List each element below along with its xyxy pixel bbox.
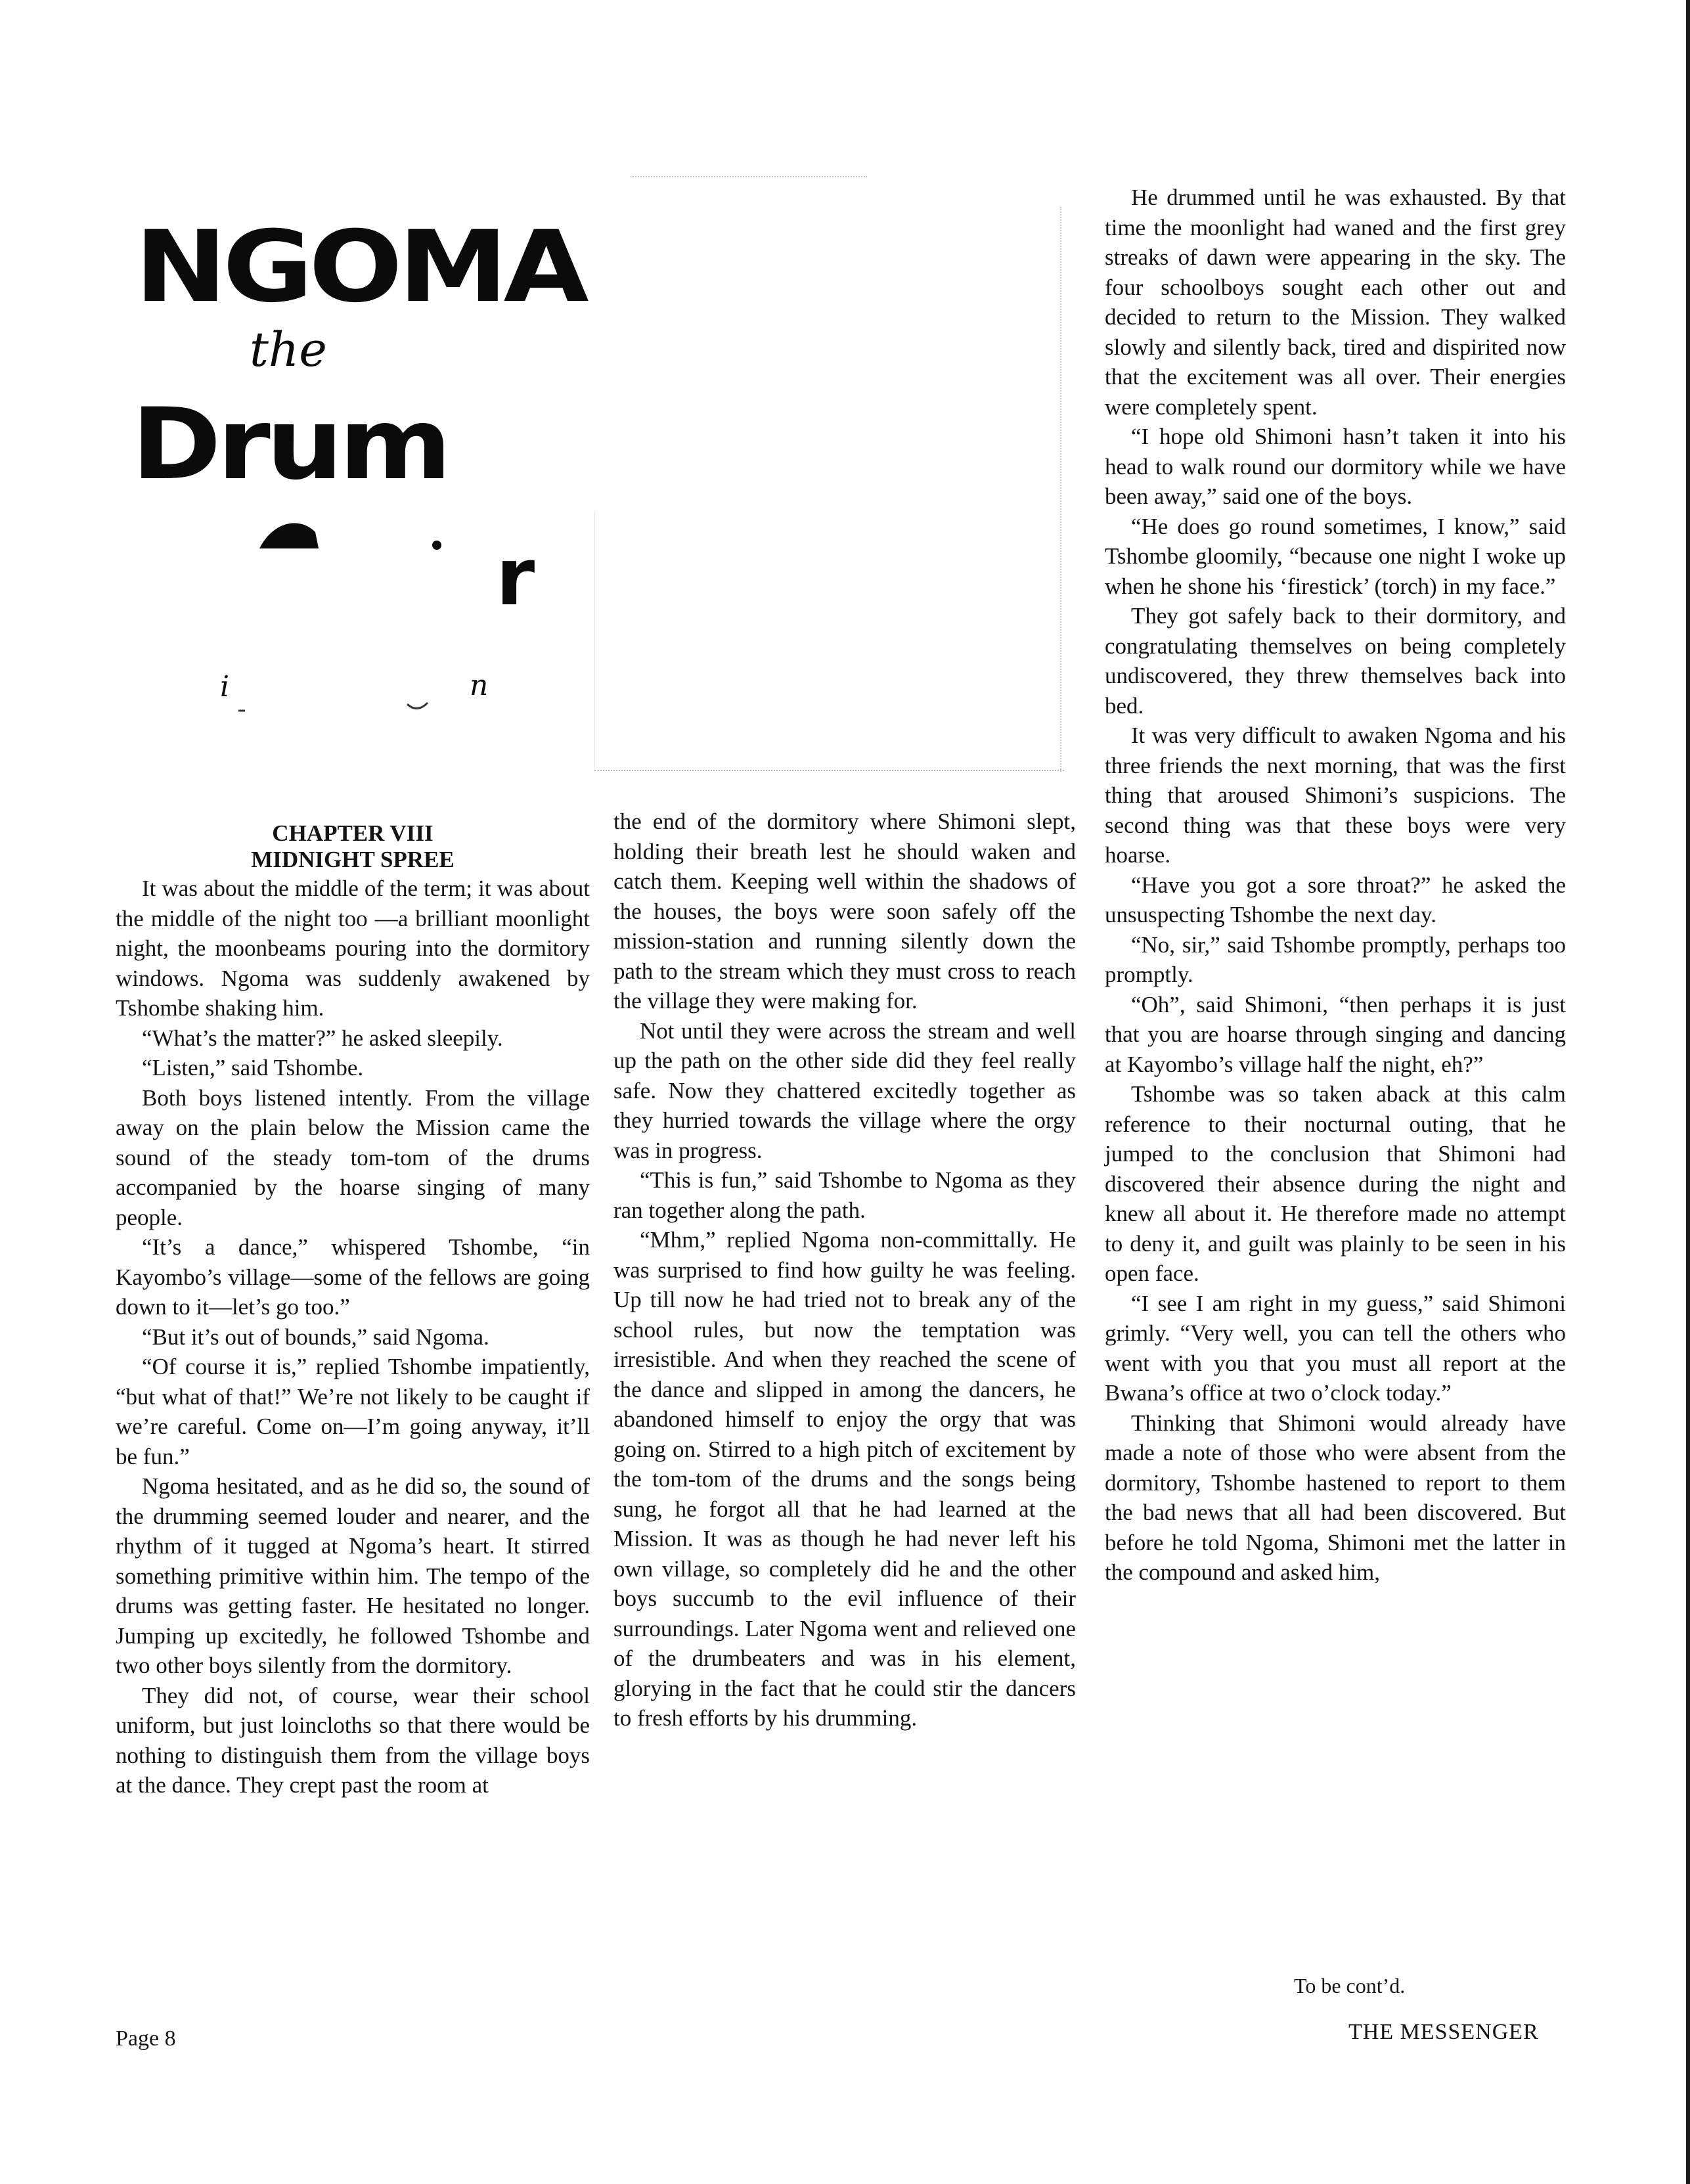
chapter-number: CHAPTER VIII	[272, 820, 434, 846]
paragraph: “What’s the matter?” he asked sleepily.	[142, 1025, 503, 1051]
story-title	[128, 197, 585, 716]
paragraph: Thinking that Shimoni would already have made a note of those who were absent from the dormitory, Tshombe hastened to report to them the bad news that all had been discovered. But before he told Ngoma, Shimoni met the latter in the compound and asked him,	[1105, 1410, 1566, 1585]
paragraph: “I see I am right in my guess,” said Shimoni grimly. “Very well, you can tell the others who went with you that you must all report at the Bwana’s office at two o’clock today.”	[1105, 1290, 1566, 1406]
to-be-continued: To be cont’d.	[1294, 1974, 1406, 1997]
illustration-edge-left	[594, 512, 595, 769]
paragraph: the end of the dormitory where Shimoni slept, holding their breath lest he should waken and catch them. Keeping well within the shadows of the houses, the boys were soon safely off the mission-station and running silently down the path to the stream which they must cross to reach the village they were making for.	[613, 809, 1076, 1014]
illustration-edge-right	[1060, 207, 1061, 772]
illustration-edge-bottom	[594, 770, 1064, 771]
title-fragment-i: i	[220, 670, 230, 703]
title-fragment-r: r	[496, 532, 535, 623]
paragraph: They did not, of course, wear their school uniform, but just loincloths so that there would be nothing to distinguish them from the village boys at the dance. They crept past the room at	[116, 1682, 590, 1798]
paragraph: “Listen,” said Tshombe.	[142, 1055, 364, 1081]
title-fragment-n: n	[470, 669, 489, 702]
paragraph: It was about the middle of the term; it was about the middle of the night too —a brilliant moonlight night, the moonbeams pouring into the dormitory windows. Ngoma was suddenly awakened by Tshombe shaking him.	[116, 876, 590, 1021]
paragraph: They got safely back to their dormitory, and congratulating themselves on being completely undiscovered, they threw themselves back into bed.	[1105, 603, 1566, 719]
paragraph: “It’s a dance,” whispered Tshombe, “in Kayombo’s village—some of the fellows are going down to it—let’s go too.”	[116, 1234, 590, 1320]
page-edge-shadow	[1686, 0, 1690, 2184]
paragraph: Not until they were across the stream and well up the path on the other side did they feel really safe. Now they chattered excitedly together as they hurried towards the village where the orgy was in progress.	[613, 1017, 1076, 1163]
paragraph: “I hope old Shimoni hasn’t taken it into his head to walk round our dormitory while we have been away,” said one of the boys.	[1105, 424, 1566, 509]
column-3	[1105, 183, 1566, 1588]
paragraph: “No, sir,” said Tshombe promptly, perhaps too promptly.	[1105, 931, 1566, 987]
title-drum: Drum	[131, 388, 448, 502]
title-ink-tick-2	[407, 703, 428, 709]
illustration-area	[594, 172, 1064, 776]
paragraph: “Oh”, said Shimoni, “then perhaps it is just that you are hoarse through singing and dancing at Kayombo’s village half the night, eh?”	[1105, 991, 1566, 1077]
title-ngoma: NGOMA	[135, 210, 585, 324]
title-torn-marks	[128, 197, 575, 716]
paragraph: “Mhm,” replied Ngoma non-committally. He was surprised to find how guilty he was feeling. Up till now he had tried not to break any of the school rules, but now the temptation was irresistible. And when they reached the scene of the dance and slipped in among the dancers, he abandoned himself to enjoy the orgy that was going on. Stirred to a high pitch of excitement by the tom-tom of the drums and the songs being sung, he forgot all that he had learned at the Mission. It was as though he had never left his own village, so completely did he and the other boys succumb to the evil influence of their surroundings. Later Ngoma went and relieved one of the drumbeaters and was in his element, glorying in the fact that he could stir the dancers to fresh efforts by his drumming.	[613, 1227, 1076, 1731]
column-2	[613, 807, 1076, 1733]
title-the: the	[250, 322, 327, 377]
paragraph: “He does go round sometimes, I know,” said Tshombe gloomily, “because one night I woke up when he shone his ‘firestick’ (torch) in my face.”	[1105, 513, 1566, 599]
column-1	[116, 821, 590, 1800]
title-ink-blot	[259, 523, 319, 548]
paragraph: “But it’s out of bounds,” said Ngoma.	[142, 1324, 489, 1350]
paragraph: Ngoma hesitated, and as he did so, the sound of the drumming seemed louder and nearer, and the rhythm of it tugged at Ngoma’s heart. It stirred something primitive within him. The tempo of the drums was getting faster. He hesitated no longer. Jumping up excitedly, he followed Tshombe and two other boys silently from the dormitory.	[116, 1473, 590, 1678]
paragraph: Both boys listened intently. From the village away on the plain below the Mission came the sound of the steady tom-tom of the drums accompanied by the hoarse singing of many people.	[116, 1084, 590, 1230]
illustration-edge-top	[631, 176, 867, 177]
paragraph: It was very difficult to awaken Ngoma and his three friends the next morning, that was the first thing that aroused Shimoni’s suspicions. The second thing was that these boys were very hoarse.	[1105, 723, 1566, 868]
paragraph: He drummed until he was exhausted. By that time the moonlight had waned and the first grey streaks of dawn were appearing in the sky. The four schoolboys sought each other out and decided to return to the Mission. They walked slowly and silently back, tired and dispirited now that the excitement was all over. Their energies were completely spent.	[1105, 185, 1566, 420]
paragraph: “Of course it is,” replied Tshombe impatiently, “but what of that!” We’re not likely to be caught if we’re careful. Come on—I’m going anyway, it’ll be fun.”	[116, 1354, 590, 1469]
publication-name: THE MESSENGER	[1348, 2020, 1539, 2044]
paragraph: “Have you got a sore throat?” he asked the unsuspecting Tshombe the next day.	[1105, 872, 1566, 927]
title-ink-dot	[432, 541, 441, 550]
page-number: Page 8	[116, 2026, 176, 2051]
paragraph: Tshombe was so taken aback at this calm reference to their nocturnal outing, that he jumped to the conclusion that Shimoni had discovered their absence during the night and knew all about it. He therefore made no attempt to deny it, and guilt was plainly to be seen in his open face.	[1105, 1081, 1566, 1286]
chapter-title: MIDNIGHT SPREE	[251, 847, 455, 872]
paragraph: “This is fun,” said Tshombe to Ngoma as they ran together along the path.	[613, 1167, 1076, 1223]
